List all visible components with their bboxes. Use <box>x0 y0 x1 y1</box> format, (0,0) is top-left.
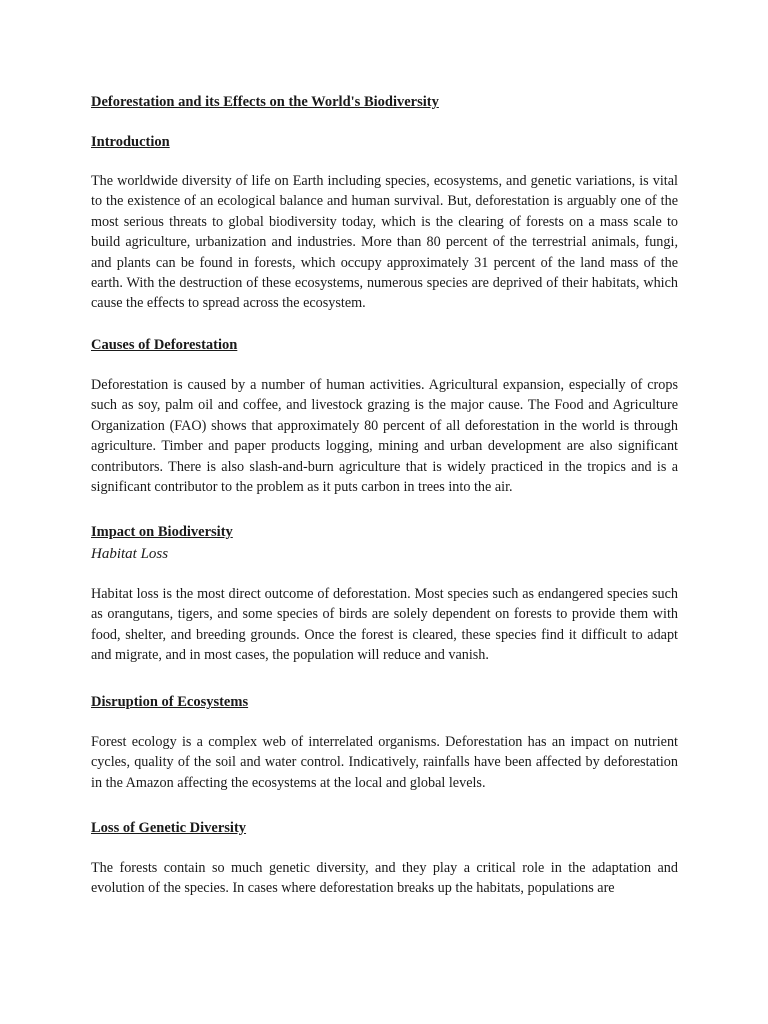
section-impact <box>91 522 678 666</box>
section-genetic <box>91 818 678 899</box>
impact-heading: Impact on Biodiversity <box>91 524 233 540</box>
genetic-heading: Loss of Genetic Diversity <box>91 820 247 836</box>
habitat-loss-paragraph: Habitat loss is the most direct outcome of deforestation. Most species such as endangered species such as orangutans, tigers, and some species of birds are solely dependent on forests to provide them with food, shelter, and breeding grounds. Once the forest is cleared, these species find it difficult to adapt and migrate, and in most cases, the population will reduce and vanish. <box>91 586 678 664</box>
section-causes <box>91 335 678 497</box>
document-title: Deforestation and its Effects on the World's Biodiversity <box>91 94 439 110</box>
document-title-block <box>91 92 678 112</box>
introduction-paragraph: The worldwide diversity of life on Earth including species, ecosystems, and genetic variations, is vital to the existence of an ecological balance and human survival. But, deforestation is arguably one of the most serious threats to global biodiversity today, which is the clearing of forests on a mass scale to build agriculture, urbanization and industries. More than 80 percent of the terrestrial animals, fungi, and plants can be found in forests, which occupy approximately 31 percent of the land mass of the earth. With the destruction of these ecosystems, numerous species are deprived of their habitats, which cause the effects to spread across the ecosystem. <box>91 173 678 312</box>
section-introduction <box>91 132 678 314</box>
disruption-heading: Disruption of Ecosystems <box>91 694 249 710</box>
habitat-loss-subheading: Habitat Loss <box>91 546 169 562</box>
introduction-heading: Introduction <box>91 134 170 150</box>
section-disruption <box>91 692 678 793</box>
disruption-paragraph: Forest ecology is a complex web of interrelated organisms. Deforestation has an impact on nutrient cycles, quality of the soil and water control. Indicatively, rainfalls have been affected by deforestation in the Amazon affecting the ecosystems at the local and global levels. <box>91 734 678 791</box>
causes-paragraph: Deforestation is caused by a number of human activities. Agricultural expansion, especially of crops such as soy, palm oil and coffee, and livestock grazing is the major cause. The Food and Agriculture Organization (FAO) shows that approximately 80 percent of all deforestation in the world is through agriculture. Timber and paper products logging, mining and urban development are also significant contributors. There is also slash-and-burn agriculture that is widely practiced in the tropics and is a significant contributor to the problem as it puts carbon in trees into the air. <box>91 377 678 496</box>
genetic-paragraph: The forests contain so much genetic diversity, and they play a critical role in the adaptation and evolution of the species. In cases where deforestation breaks up the habitats, populations are <box>91 860 678 897</box>
causes-heading: Causes of Deforestation <box>91 337 238 353</box>
